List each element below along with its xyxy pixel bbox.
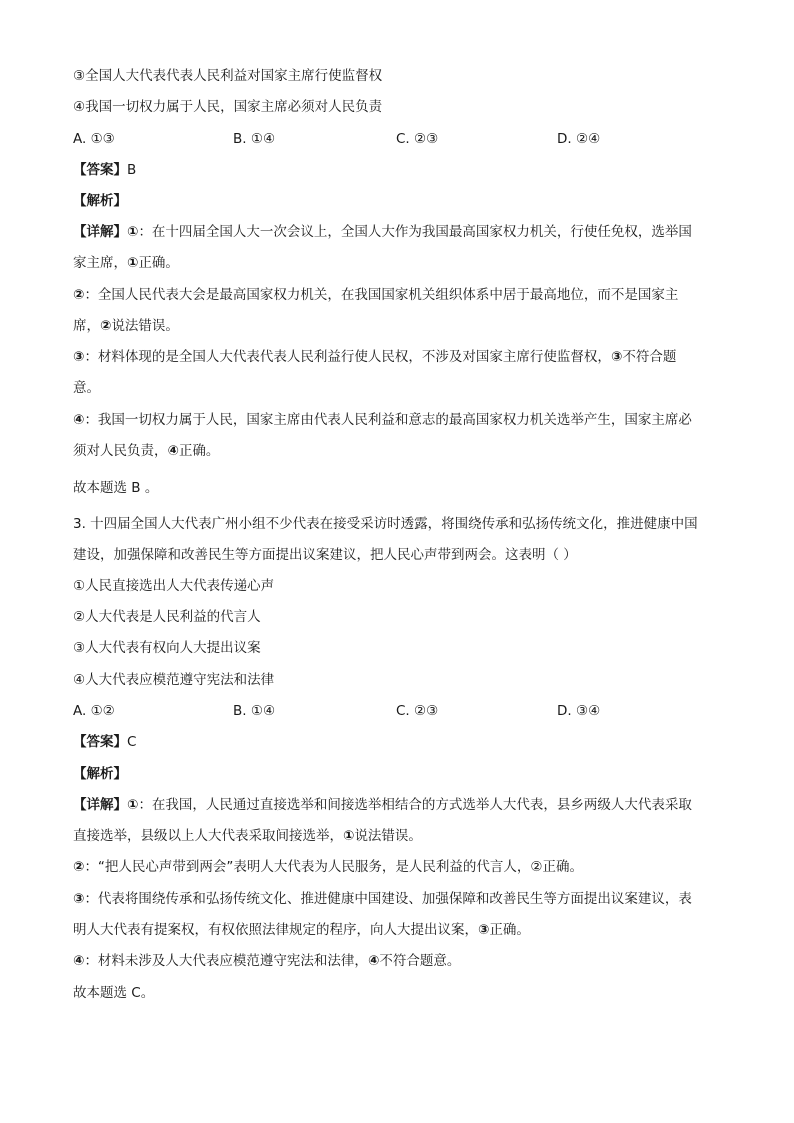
detail-text: 说法错误。 [111,318,179,334]
answer-value: B [127,162,137,178]
detail-tag: 【详解】 [73,797,127,813]
q2-analysis-tag: 【解析】 [73,193,127,209]
detail-text: ：我国一切权力属于人民，国家主席由代表人民利益和意志的最高国家权力机关选举产生，国家主席必 [84,412,692,428]
detail-text: ：代表将围绕传承和弘扬传统文化、推进健康中国建设、加强保障和改善民生等方面提出议案建议，表 [84,891,692,907]
item-number: ④ [73,412,85,428]
detail-text: 明人大代表有提案权，有权依照法律规定的程序，向人大提出议案， [73,922,478,938]
q3-detail-2 [73,857,583,877]
answer-value: C [127,734,137,750]
q3-statement-1: ①人民直接选出人大代表传递心声 [73,578,275,594]
answer-tag: 【答案】 [73,162,127,178]
q3-statement-4: ④人大代表应模范遵守宪法和法律 [73,672,275,688]
detail-text: ：材料体现的是全国人大代表代表人民利益行使人民权，不涉及对国家主席行使监督权， [84,349,611,365]
q3-detail-3 [73,889,692,909]
q3-option-a: A. ①② [73,703,115,719]
q2-detail-1-cont [73,253,179,273]
q2-option-d: D. ②④ [557,131,601,147]
item-number: ② [73,859,85,875]
q2-statement-3: ③全国人大代表代表人民利益对国家主席行使监督权 [73,68,383,84]
item-number: ③ [478,922,490,938]
item-number: ② [73,287,85,303]
detail-text: ：在十四届全国人大一次会议上，全国人大作为我国最高国家权力机关，行使任免权，选举国 [138,224,692,240]
detail-text: ：在我国，人民通过直接选举和间接选举相结合的方式选举人大代表，县乡两级人大代表采取 [138,797,692,813]
q3-statement-3: ③人大代表有权向人大提出议案 [73,640,261,656]
item-number: ④ [367,953,380,969]
answer-tag: 【答案】 [73,734,127,750]
q3-detail-4 [73,951,460,971]
item-number: ① [127,224,139,240]
item-number: ① [343,828,355,844]
item-number: ② [100,318,112,334]
q3-statement-2: ②人大代表是人民利益的代言人 [73,609,261,625]
detail-text: 须对人民负责， [73,443,168,459]
detail-text: 正确。 [489,922,530,938]
detail-text: ：“把人民心声带到两会”表明人大代表为人民服务，是人民利益的代言人，②正确。 [84,859,584,875]
detail-text: ：全国人民代表大会是最高国家权力机关，在我国国家机关组织体系中居于最高地位，而不是国家主 [84,287,679,303]
q2-answer [73,160,136,180]
item-number: ④ [167,443,179,459]
q3-option-b: B. ①④ [233,703,276,719]
q2-option-c: C. ②③ [396,131,439,147]
detail-text: 不符合题 [622,349,677,365]
q3-answer [73,732,136,752]
q2-conclusion: 故本题选 B 。 [73,480,159,496]
detail-text: 直接选举，县级以上人大代表采取间接选举， [73,828,343,844]
detail-text: 正确。 [138,255,179,271]
item-number: ① [127,797,139,813]
item-number: ③ [73,349,85,365]
detail-text: 家主席， [73,255,127,271]
q2-detail-4-cont [73,441,219,461]
q3-stem-line-1: 3. 十四届全国人大代表广州小组不少代表在接受采访时透露，将围绕传承和弘扬传统文化，推进健康中国 [73,516,698,532]
q3-stem-line-2: 建设，加强保障和改善民生等方面提出议案建议，把人民心声带到两会。这表明（ ） [73,547,577,563]
q3-detail-1 [73,795,692,815]
detail-text: 不符合题意。 [379,953,461,969]
q3-conclusion: 故本题选 C。 [73,985,155,1001]
q2-option-a: A. ①③ [73,131,115,147]
detail-text: ：材料未涉及人大代表应模范遵守宪法和法律， [84,953,368,969]
q2-statement-4: ④我国一切权力属于人民，国家主席必须对人民负责 [73,99,383,115]
detail-text: 正确。 [178,443,220,459]
item-number: ④ [73,953,85,969]
detail-tag: 【详解】 [73,224,127,240]
detail-text: 席， [73,318,100,334]
q2-option-b: B. ①④ [233,131,276,147]
q3-detail-1-cont [73,826,422,846]
item-number: ① [127,255,139,271]
q3-detail-3-cont [73,920,530,940]
item-number: ③ [610,349,623,365]
q3-analysis-tag: 【解析】 [73,766,127,782]
q2-detail-2 [73,285,678,305]
item-number: ③ [73,891,85,907]
q2-detail-1 [73,222,692,242]
detail-text: 说法错误。 [354,828,422,844]
q2-detail-4 [73,410,692,430]
q2-detail-3-cont: 意。 [73,380,100,396]
q3-option-d: D. ③④ [557,703,601,719]
q3-option-c: C. ②③ [396,703,439,719]
q2-detail-2-cont [73,316,179,336]
q2-detail-3 [73,347,676,367]
